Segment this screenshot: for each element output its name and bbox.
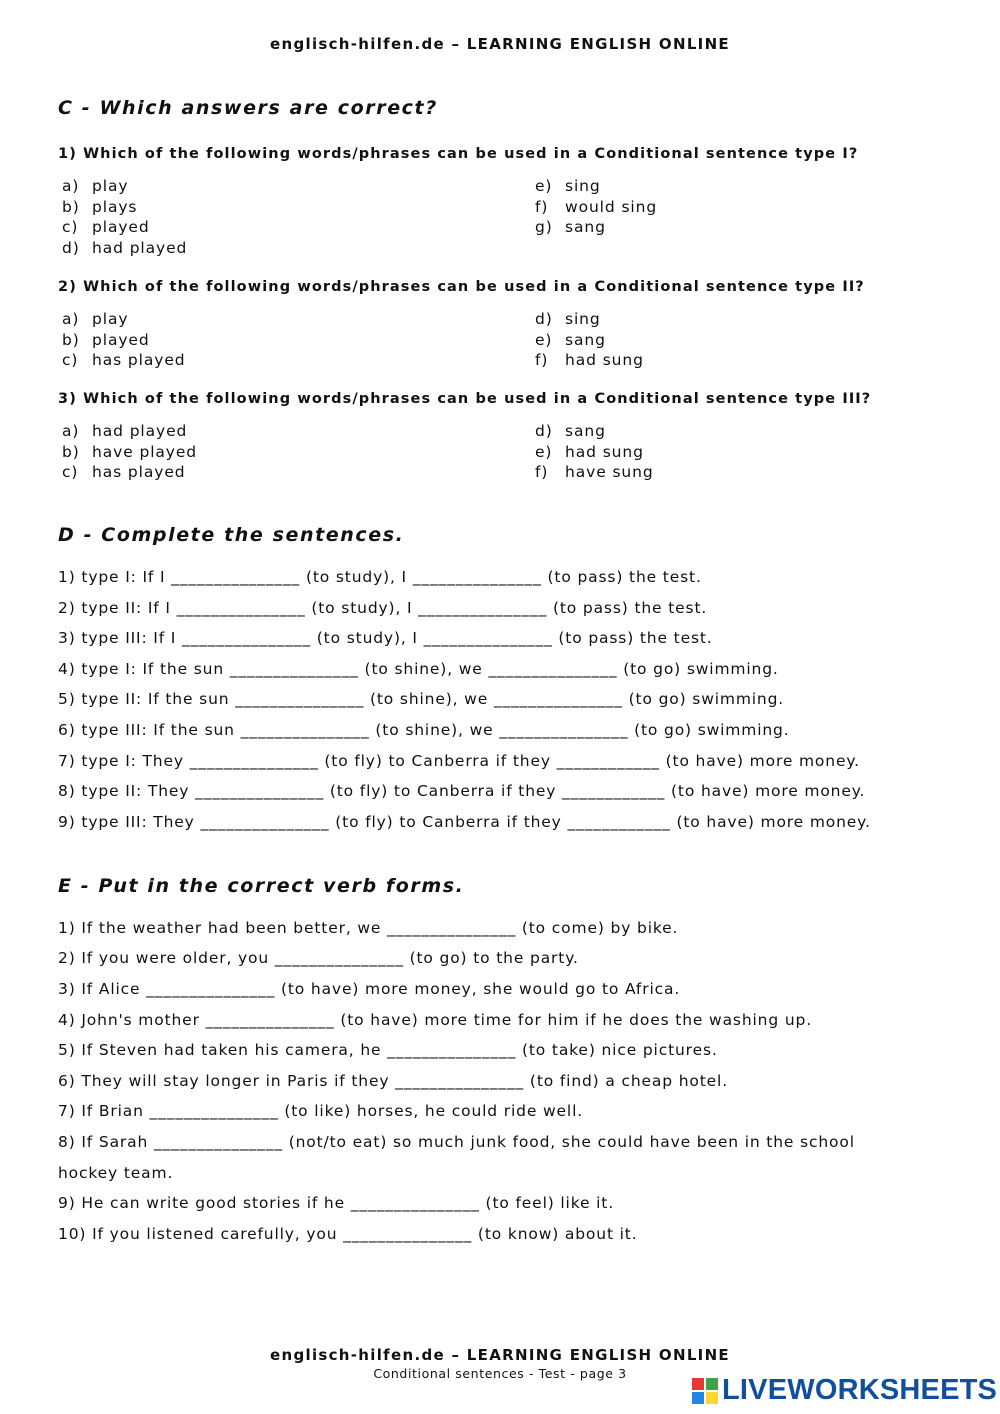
exercise-e-4[interactable]: 4) John's mother _______________ (to have) more time for him if he does the washing up.	[58, 1011, 812, 1029]
exercise-e-7[interactable]: 7) If Brian _______________ (to like) horses, he could ride well.	[58, 1102, 584, 1120]
exercise-e-10[interactable]: 10) If you listened carefully, you _______________ (to know) about it.	[58, 1225, 638, 1243]
option[interactable]	[535, 442, 654, 463]
option-letter: c)	[62, 463, 79, 481]
section-e-title: E - Put in the correct verb forms.	[58, 875, 465, 897]
option[interactable]	[62, 309, 186, 330]
liveworksheets-logo-text: LIVEWORKSHEETS	[722, 1374, 998, 1406]
option[interactable]	[62, 238, 187, 259]
page-footer-subtitle: Conditional sentences - Test - page 3	[373, 1366, 627, 1381]
question-3-options-left	[62, 421, 197, 483]
section-d-title: D - Complete the sentences.	[58, 524, 405, 546]
exercise-d-7[interactable]: 7) type I: They _______________ (to fly) to Canberra if they ____________ (to have) more money.	[58, 752, 860, 770]
option[interactable]	[535, 421, 654, 442]
option[interactable]	[62, 217, 187, 238]
question-2-options-left	[62, 309, 186, 371]
question-1-options-left	[62, 176, 187, 258]
option-text: has played	[92, 351, 186, 369]
exercise-e-8[interactable]: 8) If Sarah _______________ (not/to eat) so much junk food, she could have been in the school	[58, 1133, 855, 1151]
option[interactable]	[535, 197, 657, 218]
option[interactable]	[62, 421, 197, 442]
option-text: would sing	[565, 197, 658, 216]
option-text: play	[92, 177, 129, 195]
option-text: have sung	[565, 463, 654, 481]
option[interactable]	[62, 330, 186, 351]
option[interactable]	[535, 176, 657, 197]
page-header: englisch-hilfen.de – LEARNING ENGLISH ONLINE	[270, 35, 730, 53]
liveworksheets-logo-icon	[692, 1378, 718, 1404]
exercise-d-8[interactable]: 8) type II: They _______________ (to fly) to Canberra if they ____________ (to have) more money.	[58, 782, 866, 800]
liveworksheets-logo	[692, 1374, 997, 1407]
option-letter: d)	[535, 422, 553, 440]
exercise-d-2[interactable]: 2) type II: If I _______________ (to study), I _______________ (to pass) the test.	[58, 599, 708, 617]
option-text: sang	[565, 330, 606, 349]
option[interactable]	[62, 176, 187, 197]
option[interactable]	[62, 442, 197, 463]
exercise-d-1[interactable]: 1) type I: If I _______________ (to study), I _______________ (to pass) the test.	[58, 568, 702, 586]
option-text: played	[92, 330, 150, 349]
option-text: sang	[565, 422, 606, 440]
option-letter: a)	[62, 177, 80, 195]
option-letter: e)	[535, 330, 553, 349]
option[interactable]	[535, 309, 644, 330]
option-letter: b)	[62, 197, 80, 216]
question-2-options-right	[535, 309, 644, 371]
section-c-title: C - Which answers are correct?	[58, 97, 438, 119]
option-letter: f)	[535, 463, 549, 481]
option-text: had played	[92, 422, 188, 440]
option-letter: d)	[535, 310, 553, 328]
option-text: plays	[92, 197, 138, 216]
option[interactable]	[535, 217, 657, 238]
option[interactable]	[62, 350, 186, 371]
exercise-d-4[interactable]: 4) type I: If the sun _______________ (to shine), we _______________ (to go) swimming.	[58, 660, 779, 678]
question-3: 3) Which of the following words/phrases can be used in a Conditional sentence type III?	[58, 391, 872, 407]
exercise-e-9[interactable]: 9) He can write good stories if he _______________ (to feel) like it.	[58, 1194, 615, 1212]
option-letter: c)	[62, 351, 79, 369]
option-text: sing	[565, 310, 601, 328]
question-3-options-right	[535, 421, 654, 483]
option-text: has played	[92, 463, 186, 481]
question-2: 2) Which of the following words/phrases can be used in a Conditional sentence type II?	[58, 279, 865, 295]
option-text: had sung	[565, 442, 644, 461]
exercise-d-9[interactable]: 9) type III: They _______________ (to fly) to Canberra if they ____________ (to have) more money.	[58, 813, 871, 831]
option-text: sang	[565, 218, 606, 236]
option-letter: c)	[62, 218, 79, 236]
exercise-d-3[interactable]: 3) type III: If I _______________ (to study), I _______________ (to pass) the test.	[58, 629, 713, 647]
exercise-e-6[interactable]: 6) They will stay longer in Paris if they _______________ (to find) a cheap hotel.	[58, 1072, 728, 1090]
exercise-e-1[interactable]: 1) If the weather had been better, we _______________ (to come) by bike.	[58, 919, 679, 937]
option-letter: b)	[62, 442, 80, 461]
option-text: play	[92, 310, 129, 328]
exercise-e-5[interactable]: 5) If Steven had taken his camera, he _______________ (to take) nice pictures.	[58, 1041, 718, 1059]
option-letter: g)	[535, 218, 553, 236]
option-letter: e)	[535, 177, 553, 195]
option-letter: f)	[535, 351, 549, 369]
question-1: 1) Which of the following words/phrases can be used in a Conditional sentence type I?	[58, 146, 859, 162]
exercise-e-3[interactable]: 3) If Alice _______________ (to have) more money, she would go to Africa.	[58, 980, 681, 998]
option[interactable]	[62, 462, 197, 483]
exercise-e-8-continued: hockey team.	[58, 1164, 174, 1182]
exercise-d-6[interactable]: 6) type III: If the sun _______________ (to shine), we _______________ (to go) swimming.	[58, 721, 790, 739]
exercise-e-2[interactable]: 2) If you were older, you _______________ (to go) to the party.	[58, 949, 579, 967]
option[interactable]	[535, 350, 644, 371]
option[interactable]	[535, 330, 644, 351]
option-letter: b)	[62, 330, 80, 349]
option-text: have played	[92, 442, 198, 461]
option-letter: d)	[62, 238, 80, 257]
option-letter: a)	[62, 310, 80, 328]
page-footer-title: englisch-hilfen.de – LEARNING ENGLISH ONLINE	[270, 1346, 730, 1364]
option-letter: e)	[535, 442, 553, 461]
option-text: played	[92, 218, 150, 236]
option-letter: f)	[535, 197, 549, 216]
question-1-options-right	[535, 176, 657, 238]
option-letter: a)	[62, 422, 80, 440]
option[interactable]	[62, 197, 187, 218]
option-text: had played	[92, 238, 188, 257]
option[interactable]	[535, 462, 654, 483]
option-text: sing	[565, 177, 601, 195]
option-text: had sung	[565, 351, 644, 369]
exercise-d-5[interactable]: 5) type II: If the sun _______________ (to shine), we _______________ (to go) swimming.	[58, 690, 785, 708]
